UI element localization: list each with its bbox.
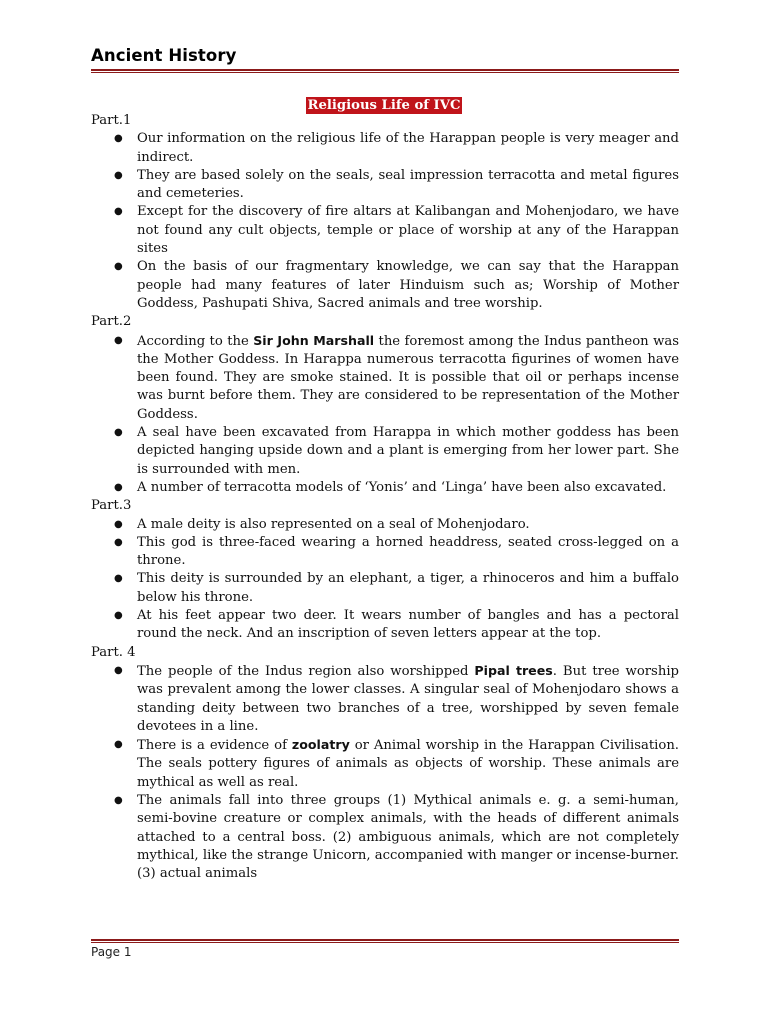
footer-rule-thin — [91, 942, 679, 943]
bullet-text: There is a evidence of — [137, 738, 292, 754]
part-label: Part.3 — [91, 498, 132, 514]
page-number: Page 1 — [91, 945, 132, 959]
bullet-icon: ● — [114, 664, 123, 676]
bullet-icon: ● — [114, 427, 123, 439]
bullet-item — [91, 332, 679, 424]
bullet-icon: ● — [114, 573, 123, 585]
bullet-list — [91, 130, 679, 313]
bullet-icon: ● — [114, 169, 123, 181]
header-rule-thick — [91, 69, 679, 71]
footer-rule-thick — [91, 939, 679, 941]
bullet-text: They are based solely on the seals, seal impression terracotta and metal figures and cemeteries. — [137, 167, 679, 202]
document-body — [91, 112, 679, 883]
bullet-icon: ● — [114, 481, 123, 493]
bullet-text: A number of terracotta models of ‘Yonis’ and ‘Linga’ have been also excavated. — [137, 479, 667, 495]
bullet-list — [91, 516, 679, 644]
bullet-icon: ● — [114, 739, 123, 751]
bullet-text: On the basis of our fragmentary knowledge, we can say that the Harappan people had many features of later Hinduism such as; Worship of Mother Goddess, Pashupati Shiva, Sacred animals and tree worship. — [137, 259, 679, 311]
bullet-text: . But tree worship was prevalent among the lower classes. A singular seal of Mohenjodaro shows a standing deity between two branches of a tree, worshipped by seven female devotees in a line. — [137, 663, 679, 734]
bullet-text: According to the — [137, 333, 254, 349]
bullet-text: At his feet appear two deer. It wears number of bangles and has a pectoral round the neck. And an inscription of seven letters appear at the top. — [137, 608, 679, 642]
bullet-item — [91, 167, 679, 204]
bullet-text: This god is three-faced wearing a horned headdress, seated cross-legged on a throne. — [137, 534, 679, 569]
bullet-item — [91, 792, 679, 883]
bullet-item — [91, 607, 679, 644]
bullet-icon: ● — [114, 610, 123, 622]
bold-term: Pipal trees — [474, 662, 553, 678]
bullet-item — [91, 534, 679, 571]
bullet-item — [91, 516, 679, 534]
bullet-text: Except for the discovery of fire altars at Kalibangan and Mohenjodaro, we have not found any cult objects, temple or place of worship at any of the Harappan sites — [137, 204, 679, 257]
header-rule — [91, 69, 679, 72]
bullet-item — [91, 258, 679, 313]
bullet-text: the foremost among the Indus pantheon was the Mother Goddess. In Harappa numerous terracotta figurines of women have been found. They are smoke stained. It is possible that oil or perhaps incense was burnt before them. They are considered to be representation of the Mother Goddess. — [137, 333, 679, 422]
bullet-list — [91, 662, 679, 884]
part-label: Part.1 — [91, 113, 132, 128]
bullet-item — [91, 662, 679, 736]
bullet-item — [91, 130, 679, 167]
bullet-list — [91, 332, 679, 498]
footer-rule — [91, 939, 679, 942]
part-label: Part. 4 — [91, 644, 136, 660]
bold-term: zoolatry — [291, 737, 350, 753]
bullet-text: A seal have been excavated from Harappa in which mother goddess has been depicted hanging upside down and a plant is emerging from her lower part. She is surrounded with men. — [137, 425, 679, 477]
bullet-text: or Animal worship in the Harappan Civilisation. The seals pottery figures of animals as objects of worship. These animals are mythical as well as real. — [137, 738, 680, 790]
part-label: Part.2 — [91, 314, 132, 330]
bullet-text: The people of the Indus region also worshipped — [137, 663, 475, 679]
bullet-icon: ● — [114, 261, 123, 273]
bullet-icon: ● — [114, 536, 123, 548]
bullet-icon: ● — [114, 133, 123, 145]
header-title: Ancient History — [91, 46, 237, 65]
bullet-item — [91, 479, 679, 497]
bullet-icon: ● — [114, 206, 123, 218]
bullet-text: A male deity is also represented on a seal of Mohenjodaro. — [137, 516, 530, 532]
bullet-icon: ● — [114, 334, 123, 346]
bullet-text: This deity is surrounded by an elephant, a tiger, a rhinoceros and him a buffalo below his throne. — [137, 571, 679, 605]
bullet-item — [91, 570, 679, 607]
bullet-icon: ● — [114, 794, 123, 806]
bold-term: Sir John Marshall — [253, 332, 375, 348]
bullet-item — [91, 736, 679, 792]
bullet-text: The animals fall into three groups (1) Mythical animals e. g. a semi-human, semi-bovine creature or complex animals, with the heads of different animals attached to a central boss. (2) ambiguous animals, which are not completely mythical, like the strange Unicorn, accompanied with manger or incense-burner. (3) actual animals — [137, 792, 679, 882]
bullet-item — [91, 203, 679, 258]
bullet-text: Our information on the religious life of the Harappan people is very meager and indirect. — [137, 131, 679, 165]
bullet-icon: ● — [114, 518, 123, 530]
header-rule-thin — [91, 72, 679, 73]
document-title: Religious Life of IVC — [307, 98, 461, 113]
document-title-row — [0, 94, 768, 114]
bullet-item — [91, 424, 679, 479]
